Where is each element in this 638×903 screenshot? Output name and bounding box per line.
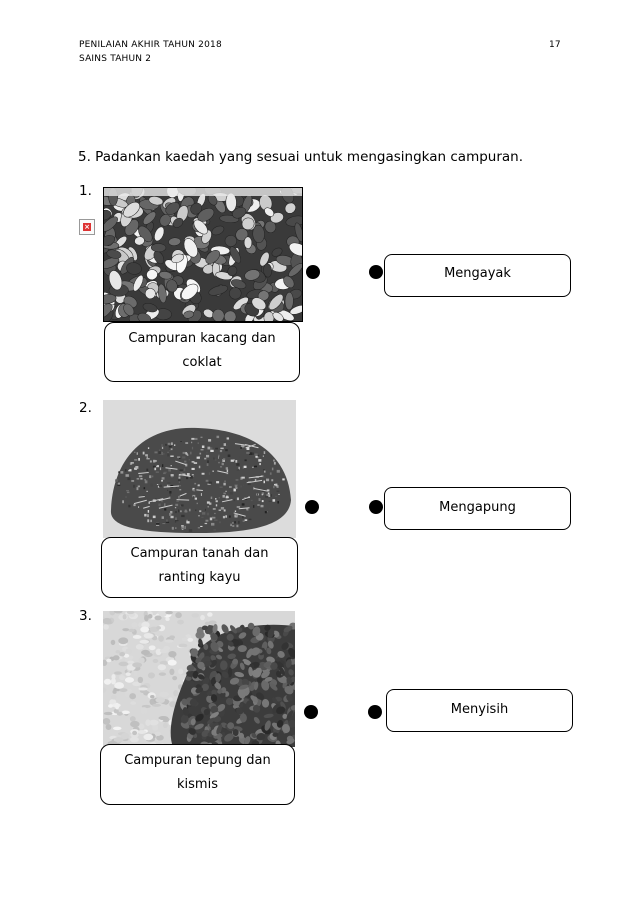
item-number-1: 1. [79,183,92,199]
question-text: 5. Padankan kaedah yang sesuai untuk mengasingkan campuran. [78,149,524,165]
method-label-1: Mengayak [444,266,511,281]
mixture-box-2[interactable] [101,537,298,598]
mixture-label-1b: coklat [182,355,222,370]
mixture-label-3a: Campuran tepung dan [124,753,271,768]
subject-label: SAINS TAHUN 2 [79,54,152,64]
method-label-3: Menyisih [450,702,509,717]
mixture-label-3b: kismis [177,777,218,792]
method-box-2[interactable] [384,487,571,530]
method-box-3[interactable] [386,689,573,732]
soil-and-twigs-photo [103,400,296,538]
item-number-3: 3. [79,608,92,624]
method-label-2: Mengapung [439,500,516,515]
method-box-1[interactable] [384,254,571,297]
peanuts-and-chocolate-photo [103,187,303,322]
match-dot-right-2[interactable] [369,500,383,514]
mixture-label-2a: Campuran tanah dan [130,546,269,561]
mixture-box-1[interactable] [104,322,300,382]
match-dot-left-2[interactable] [305,500,319,514]
item-number-2: 2. [79,400,92,416]
mixture-box-3[interactable] [100,744,295,805]
exam-title: PENILAIAN AKHIR TAHUN 2018 [79,40,222,50]
mixture-label-1a: Campuran kacang dan [128,331,276,346]
match-dot-left-3[interactable] [304,705,318,719]
match-dot-left-1[interactable] [306,265,320,279]
match-dot-right-3[interactable] [368,705,382,719]
broken-image-icon: × [79,219,95,235]
match-dot-right-1[interactable] [369,265,383,279]
flour-and-raisins-photo [103,611,295,747]
mixture-label-2b: ranting kayu [158,570,241,585]
page-number: 17 [549,40,561,50]
